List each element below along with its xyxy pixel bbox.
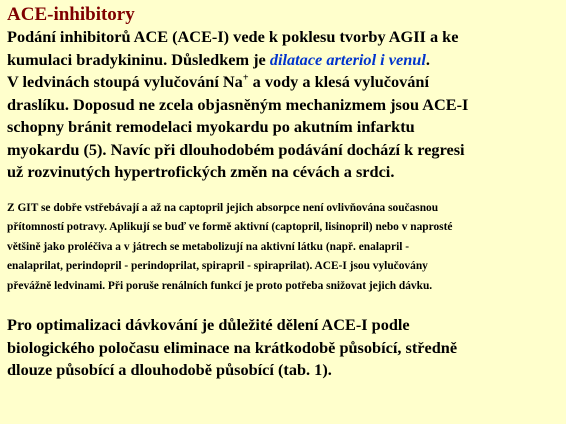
intro-line-3-end: a vody a klesá vylučování	[248, 72, 430, 91]
dosing-paragraph	[7, 314, 558, 382]
intro-line-7: už rozvinutých hypertrofických změn na cévách a srdci.	[7, 162, 395, 181]
dosing-line-1: Pro optimalizaci dávkování je důležité dělení ACE-I podle	[7, 315, 410, 334]
intro-line-5: schopny bránit remodelaci myokardu po akutním infarktu	[7, 117, 415, 136]
pk-line-5: převážně ledvinami. Při poruše renálních funkcí je proto potřeba snižovat jejich dávku.	[7, 279, 433, 292]
dosing-line-3: dlouze působící a dlouhodobě působící (tab. 1).	[7, 360, 332, 379]
dosing-line-2: biologického poločasu eliminace na krátkodobě působící, středně	[7, 337, 458, 357]
sodium-superscript: +	[242, 72, 249, 84]
intro-line-3	[7, 71, 558, 94]
pk-line-4: enalaprilat, perindopril - perindoprilat, spirapril - spiraprilat). ACE-I jsou vylučovány	[7, 260, 428, 272]
pk-line-3: většině jako proléčiva a v játrech se metabolizují na aktivní látku (např. enalapril -	[7, 240, 410, 253]
intro-paragraph	[7, 26, 558, 184]
intro-line-2-end: .	[425, 49, 430, 69]
intro-line-2-text: kumulaci bradykininu. Důsledkem je	[7, 49, 270, 69]
pk-line-1: Z GIT se dobře vstřebávají a až na captopril jejich absorpce není ovlivňována současnou	[7, 201, 439, 214]
intro-line-2	[7, 49, 558, 72]
vasodilation-emphasis: dilatace arteriol i venul	[269, 49, 426, 69]
intro-line-6: myokardu (5). Navíc při dlouhodobém podávání dochází k regresi	[7, 139, 465, 159]
pk-line-2: přítomností potravy. Aplikují se buď ve formě aktivní (captopril, lisinopril) nebo v naprosté	[7, 221, 453, 233]
intro-line-4: draslíku. Doposud ne zcela objasněným mechanizmem jsou ACE-I	[7, 94, 469, 114]
intro-line-3-text: V ledvinách stoupá vylučování Na	[7, 72, 243, 91]
intro-line-1: Podání inhibitorů ACE (ACE-I) vede k poklesu tvorby AGII a ke	[7, 27, 459, 46]
slide-title: ACE-inhibitory	[7, 4, 135, 25]
pharmacokinetics-paragraph	[7, 199, 558, 297]
